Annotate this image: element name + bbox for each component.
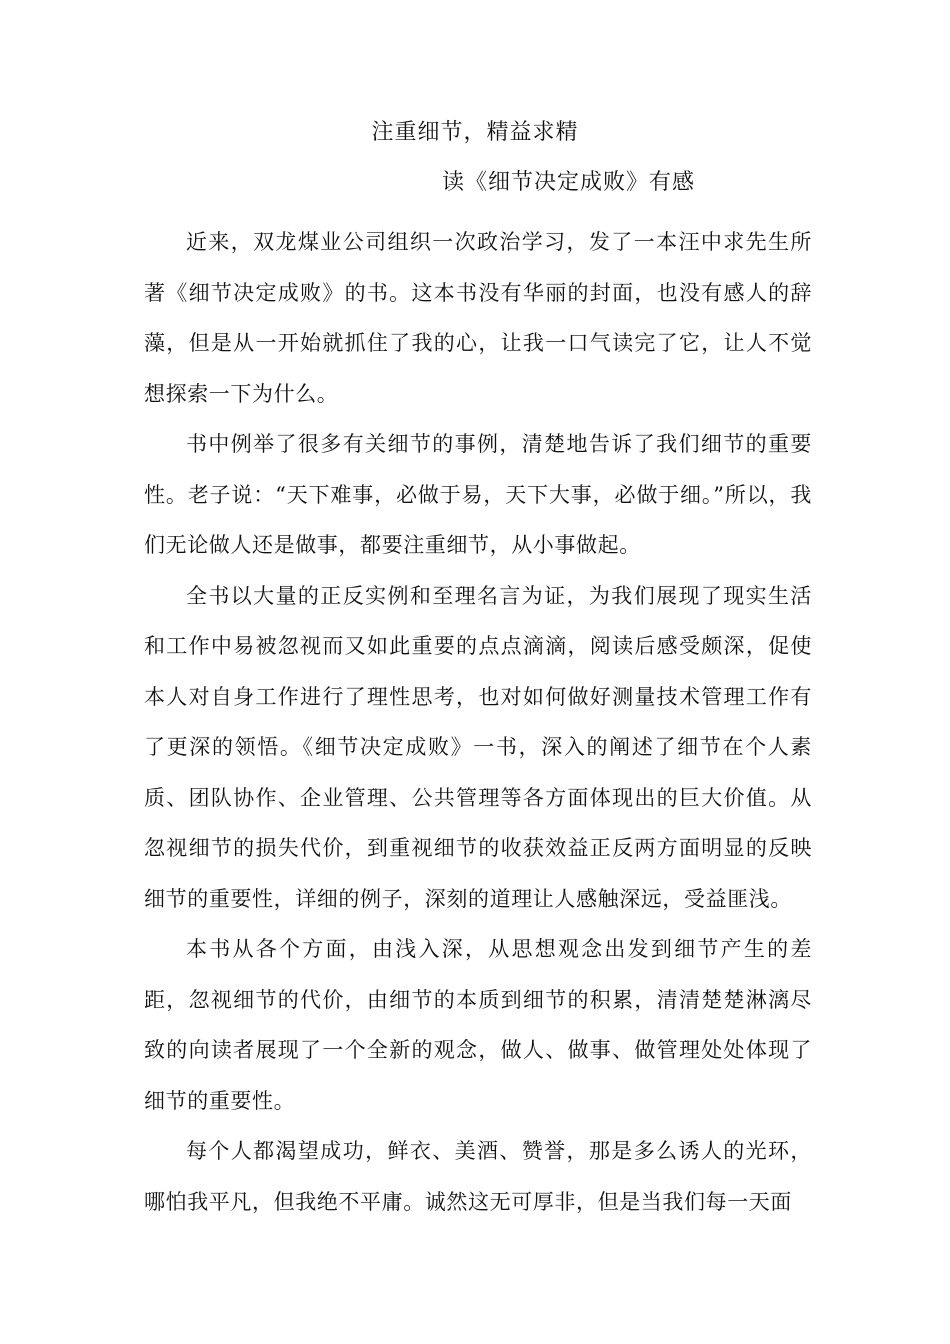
- document-title: 注重细节，精益求精: [371, 120, 579, 145]
- paragraph-3: 全书以大量的正反实例和至理名言为证，为我们展现了现实生活和工作中易被忽视而又如此重要的点点滴滴，阅读后感受颇深，促使本人对自身工作进行了理性思考，也对如何做好测量技术管理工作有了更深的领悟。《细节决定成败》一书，深入的阐述了细节在个人素质、团队协作、企业管理、公共管理等各方面体现出的巨大价值。从忽视细节的损失代价，到重视细节的收获效益正反两方面明显的反映细节的重要性，详细的例子，深刻的道理让人感触深远，受益匪浅。: [144, 583, 812, 911]
- paragraph-2: 书中例举了很多有关细节的事例，清楚地告诉了我们细节的重要性。老子说：“天下难事，必做于易，天下大事，必做于细。”所以，我们无论做人还是做事，都要注重细节，从小事做起。: [144, 432, 812, 557]
- paragraph-4: 本书从各个方面，由浅入深，从思想观念出发到细节产生的差距，忽视细节的代价，由细节的本质到细节的积累，清清楚楚淋漓尽致的向读者展现了一个全新的观念，做人、做事、做管理处处体现了细节的重要性。: [144, 937, 812, 1113]
- paragraph-1: 近来，双龙煤业公司组织一次政治学习，发了一本汪中求先生所著《细节决定成败》的书。这本书没有华丽的封面，也没有感人的辞藻，但是从一开始就抓住了我的心，让我一口气读完了它，让人不觉想探索一下为什么。: [144, 230, 812, 406]
- document-body: [144, 217, 812, 1227]
- document-subtitle: 读《细节决定成败》有感: [442, 170, 696, 195]
- paragraph-5: 每个人都渴望成功，鲜衣、美酒、赞誉，那是多么诱人的光环，哪怕我平凡，但我绝不平庸。诚然这无可厚非，但是当我们每一天面: [144, 1139, 812, 1214]
